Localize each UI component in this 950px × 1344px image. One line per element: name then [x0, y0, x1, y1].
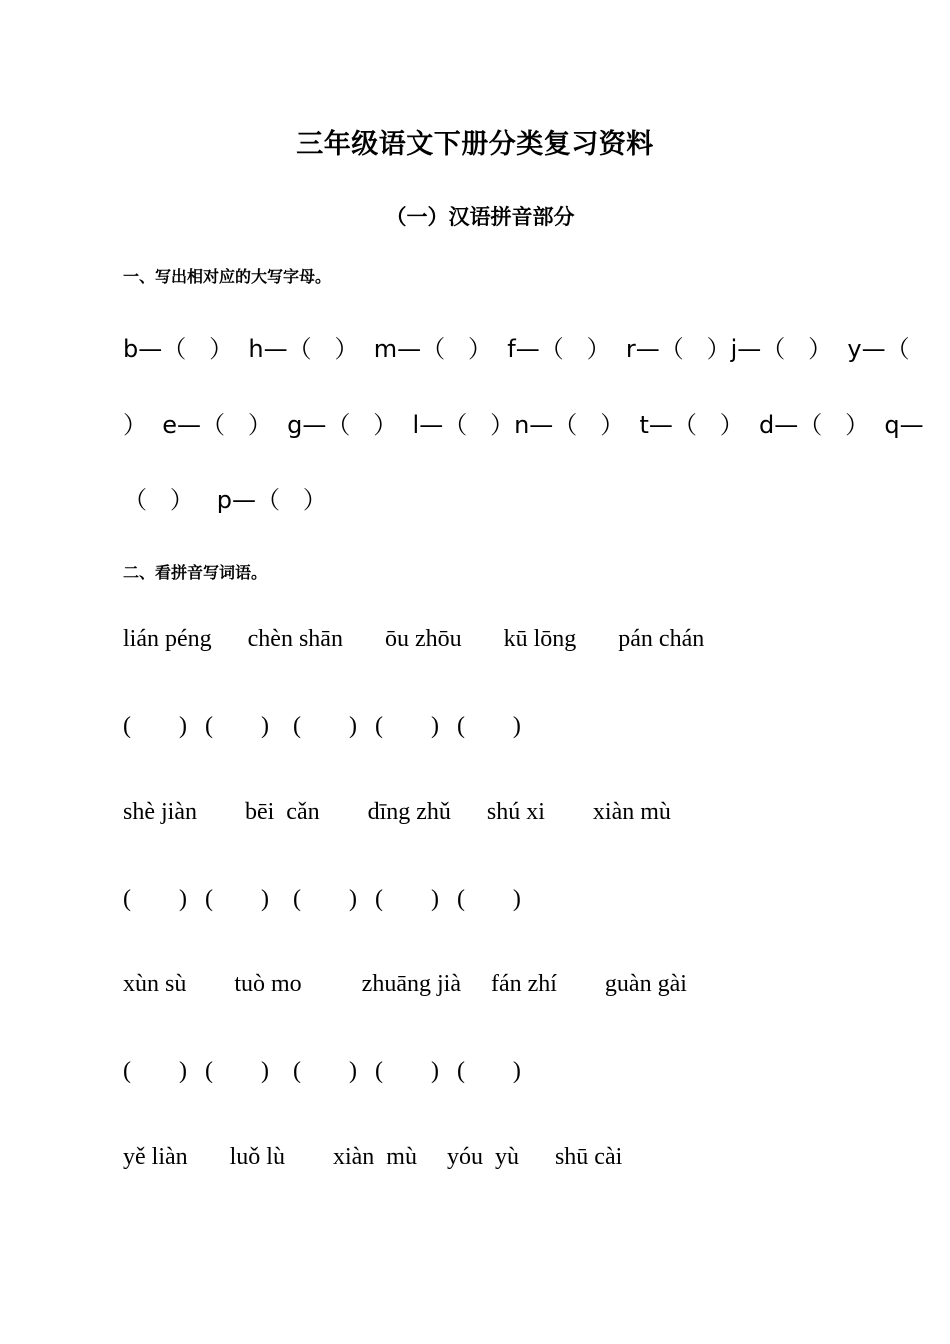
letter-exercise-line-1: b—（ ） h—（ ） m—（ ） f—（ ） r—（ ）j—（ ） y—（ — [123, 335, 910, 363]
pinyin-row-3: xùn sù tuò mo zhuāng jià fán zhí guàn gài — [123, 971, 687, 997]
pinyin-row-4: yě liàn luǒ lù xiàn mù yóu yù shū cài — [123, 1144, 623, 1170]
document-title: 三年级语文下册分类复习资料 — [296, 129, 654, 160]
section-subtitle: （一）汉语拼音部分 — [385, 205, 575, 229]
exercise-heading-uppercase-letters: 一、写出相对应的大写字母。 — [123, 267, 332, 286]
letter-exercise-line-3: （ ） p—（ ） — [123, 486, 327, 514]
answer-brackets-row-1: ( ) ( ) ( ) ( ) ( ) — [123, 713, 521, 739]
letter-exercise-line-2: ） e—（ ） g—（ ） l—（ ）n—（ ） t—（ ） d—（ ） q— — [123, 411, 924, 439]
exercise-heading-pinyin-words: 二、看拼音写词语。 — [123, 563, 268, 582]
answer-brackets-row-3: ( ) ( ) ( ) ( ) ( ) — [123, 1058, 521, 1084]
pinyin-row-1: lián péng chèn shān ōu zhōu kū lōng pán chán — [123, 626, 705, 652]
answer-brackets-row-2: ( ) ( ) ( ) ( ) ( ) — [123, 886, 521, 912]
pinyin-row-2: shè jiàn bēi cǎn dīng zhǔ shú xi xiàn mù — [123, 799, 671, 825]
